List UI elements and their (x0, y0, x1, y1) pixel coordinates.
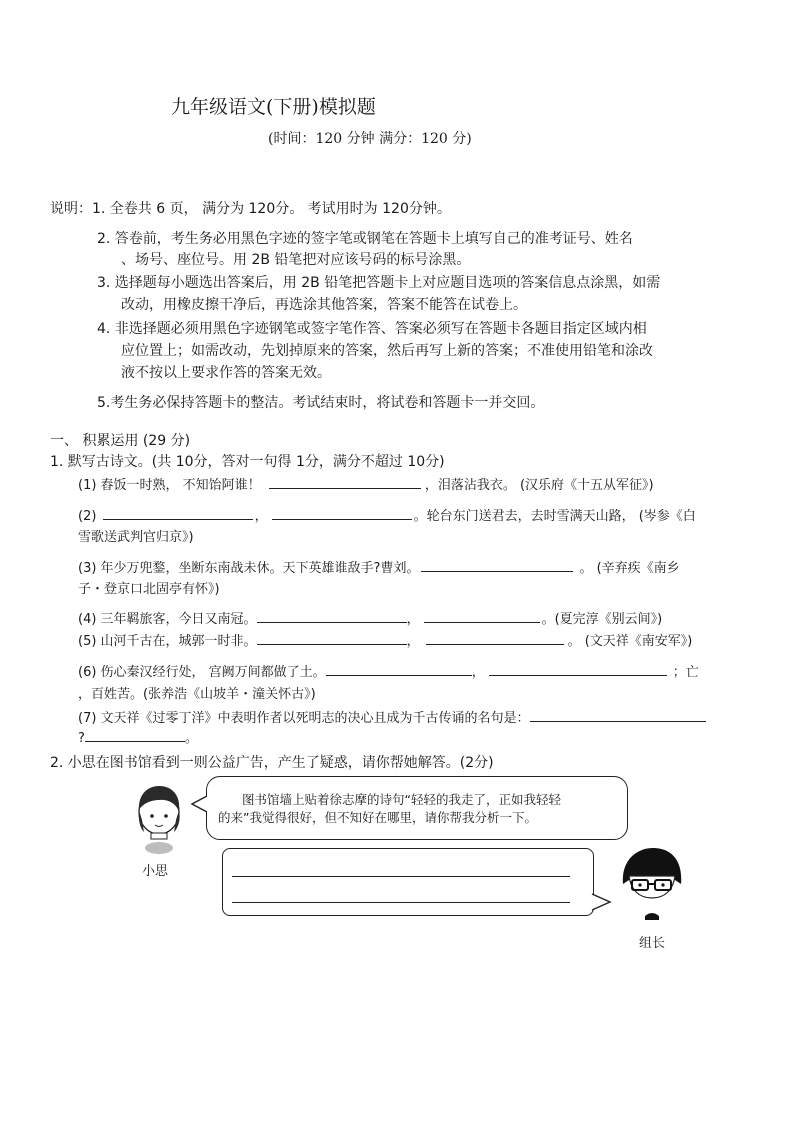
poem-text: ? (78, 731, 85, 746)
answer-blank[interactable] (421, 557, 573, 572)
poem-line-5 (78, 630, 692, 649)
answer-blank[interactable] (489, 661, 667, 676)
bubble-tail-icon (190, 794, 210, 814)
caption-girl: 小思 (142, 864, 169, 879)
poem-line-4 (78, 608, 662, 627)
poem-text: 。(夏完淳《别云间》) (541, 612, 663, 627)
bubble-line-2: 的来”我觉得很好，但不知好在哪里，请你帮我分析一下。 (218, 810, 537, 825)
answer-blank[interactable] (257, 608, 407, 623)
instruction-1: 说明：1. 全卷共 6 页， 满分为 120分。 考试用时为 120分钟。 (50, 201, 451, 217)
instruction-2a: 2. 答卷前，考生务必用黑色字迹的签字笔或钢笔在答题卡上填写自己的准考证号、姓名 (97, 231, 633, 247)
poem-line-7 (78, 707, 706, 726)
question-2-stem: 2. 小思在图书馆看到一则公益广告，产生了疑惑，请你帮她解答。(2分) (50, 755, 494, 771)
poem-line-6-cont: ，百姓苦。(张养浩《山坡羊・潼关怀古》) (78, 687, 316, 702)
answer-line[interactable] (232, 902, 570, 903)
poem-line-6 (78, 661, 699, 680)
poem-text: ， (406, 612, 420, 627)
poem-text: (1) 舂饭一时熟， 不知饴阿谁！ (78, 478, 261, 493)
instruction-4c: 液不按以上要求作答的答案无效。 (121, 365, 331, 381)
answer-blank[interactable] (272, 505, 412, 520)
exam-title: 九年级语文(下册)模拟题 (171, 96, 376, 118)
answer-blank[interactable] (530, 707, 706, 722)
poem-text: (5) 山河千古在，城郭一时非。 (78, 634, 257, 649)
speech-bubble-answer[interactable] (222, 848, 594, 916)
poem-text: (6) 伤心秦汉经行处， 宫阙万间都做了土。 (78, 665, 326, 680)
answer-blank[interactable] (85, 727, 185, 742)
poem-line-7-cont (78, 727, 198, 746)
bubble-line-1: 图书馆墙上贴着徐志摩的诗句“轻轻的我走了，正如我轻轻 (242, 792, 561, 807)
poem-text: (4) 三年羁旅客，今日又南冠。 (78, 612, 257, 627)
poem-text: ；亡 (672, 665, 699, 680)
answer-blank[interactable] (269, 474, 421, 489)
instruction-4a: 4. 非选择题必须用黑色字迹钢笔或签字笔作答、答案必须写在答题卡各题目指定区域内相 (97, 321, 647, 337)
instruction-3a: 3. 选择题每小题选出答案后，用 2B 铅笔把答题卡上对应题目选项的答案信息点涂黑，如需 (97, 275, 661, 291)
instruction-5: 5.考生务必保持答题卡的整洁。考试结束时，将试卷和答题卡一并交回。 (97, 395, 545, 411)
poem-text: (3) 年少万兜鍪，坐断东南战未休。天下英雄谁敌手?曹刘。 (78, 561, 420, 576)
poem-line-3-cont: 子・登京口北固亭有怀》) (78, 582, 220, 597)
poem-line-3 (78, 557, 680, 576)
answer-line[interactable] (232, 876, 570, 877)
section-heading: 一、 积累运用 (29 分) (50, 433, 191, 449)
poem-text: 。 (184, 731, 198, 746)
girl-avatar-icon (130, 780, 190, 860)
poem-text: ， (406, 634, 420, 649)
instruction-3b: 改动，用橡皮擦干净后，再选涂其他答案，答案不能答在试卷上。 (121, 297, 527, 313)
poem-text: ，泪落沾我衣。 (汉乐府《十五从军征》) (424, 478, 654, 493)
question-1-stem: 1. 默写古诗文。(共 10分，答对一句得 1分，满分不超过 10分) (50, 454, 445, 470)
poem-text: 。轮台东门送君去，去时雪满天山路， (岑参《白 (413, 509, 696, 524)
poem-line-2-cont: 雪歌送武判官归京》) (78, 530, 194, 545)
instruction-2b: 、场号、座位号。用 2B 铅笔把对应该号码的标号涂黑。 (121, 252, 471, 268)
bubble-tail-icon (590, 892, 614, 914)
instruction-4b: 应位置上；如需改动，先划掉原来的答案，然后再写上新的答案；不准使用铅笔和涂改 (121, 343, 653, 359)
exam-subtitle: (时间：120 分钟 满分：120 分) (268, 131, 472, 147)
poem-line-2 (78, 505, 696, 524)
answer-blank[interactable] (424, 608, 540, 623)
caption-boy: 组长 (639, 936, 666, 951)
poem-text: (7) 文天祥《过零丁洋》中表明作者以死明志的决心且成为千古传诵的名句是： (78, 711, 530, 726)
answer-blank[interactable] (103, 505, 253, 520)
poem-text: ， (254, 509, 268, 524)
answer-blank[interactable] (426, 630, 564, 645)
answer-blank[interactable] (326, 661, 472, 676)
answer-blank[interactable] (257, 630, 407, 645)
poem-text: 。 (辛弃疾《南乡 (579, 561, 680, 576)
boy-avatar-icon (617, 846, 687, 926)
poem-text: ， (471, 665, 485, 680)
poem-line-1 (78, 474, 654, 493)
poem-text: (2) (78, 509, 97, 524)
poem-text: 。 (文天祥《南安军》) (567, 634, 693, 649)
